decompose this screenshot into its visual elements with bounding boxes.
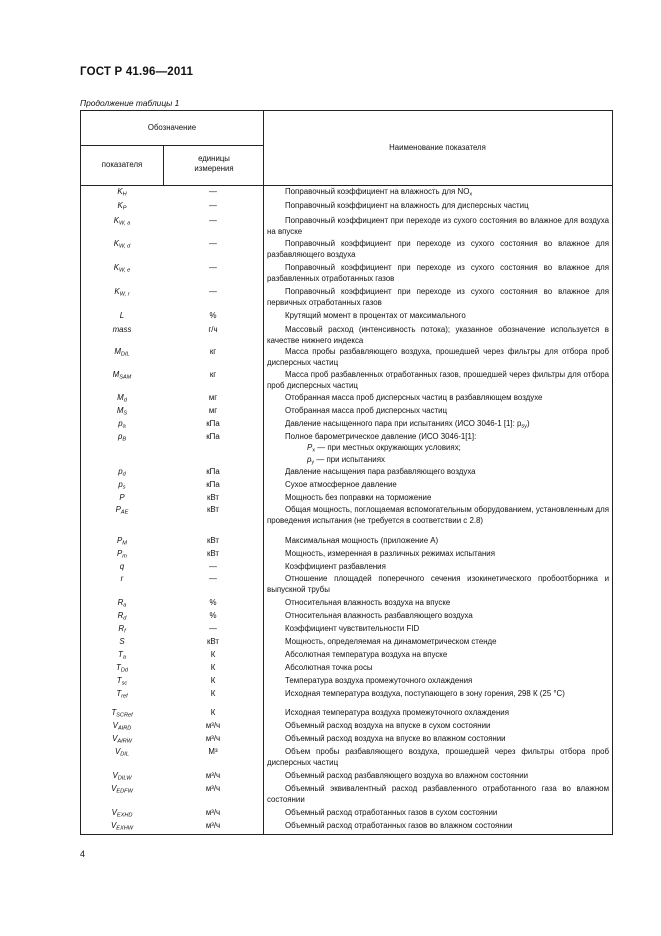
unit-cell: м³/ч bbox=[205, 771, 221, 780]
symbol-cell bbox=[81, 392, 163, 403]
symbol-subscript: m bbox=[122, 553, 127, 560]
symbol-cell bbox=[81, 431, 163, 442]
symbol: K bbox=[113, 216, 119, 225]
subline-subscript: x bbox=[312, 447, 316, 454]
description-cell bbox=[267, 720, 609, 731]
description-cell bbox=[267, 492, 609, 503]
symbol-subscript: EXHW bbox=[116, 825, 134, 832]
symbol: L bbox=[119, 311, 125, 320]
description-cell bbox=[267, 324, 609, 347]
symbol: P bbox=[119, 493, 125, 502]
symbol-cell bbox=[81, 688, 163, 699]
description-text: Мощность, измеренная в различных режимах испытания bbox=[285, 549, 495, 558]
description-text: Поправочный коэффициент при переходе из сухого состояния во влажное для воздуха на впуске bbox=[267, 216, 609, 237]
unit-cell: г/ч bbox=[208, 325, 218, 334]
description-cell bbox=[267, 418, 609, 429]
doc-title: ГОСТ Р 41.96—2011 bbox=[80, 66, 194, 78]
symbol-cell bbox=[81, 636, 163, 647]
description-text: Относительная влажность воздуха на впуске bbox=[285, 598, 451, 607]
unit-cell: м³/ч bbox=[205, 784, 221, 793]
symbol-cell bbox=[81, 720, 163, 731]
table-continuation-caption: Продолжение таблицы 1 bbox=[80, 98, 180, 108]
symbol: K bbox=[114, 287, 120, 296]
symbol-subscript: EXHD bbox=[116, 812, 133, 819]
symbol-cell bbox=[81, 733, 163, 744]
symbol-subscript: ref bbox=[121, 693, 128, 700]
description-text: Абсолютная температура воздуха на впуске bbox=[285, 650, 448, 659]
description-text: Крутящий момент в процентах от максимального bbox=[285, 311, 466, 320]
description-text: Масса проб разбавленных отработанных газов, прошедшей через фильтры для отбора проб дисперсных частиц bbox=[267, 370, 609, 391]
symbol-cell bbox=[81, 310, 163, 321]
description-text: Сухое атмосферное давление bbox=[285, 480, 397, 489]
description-cell bbox=[267, 675, 609, 686]
symbol-subscript: AIRW bbox=[117, 738, 132, 745]
description-cell bbox=[267, 215, 609, 238]
symbol: T bbox=[116, 689, 122, 698]
symbol-cell bbox=[81, 623, 163, 634]
symbol-cell bbox=[81, 324, 163, 335]
symbol: R bbox=[117, 598, 124, 607]
header-units: единицы измерения bbox=[194, 154, 234, 173]
symbol-subscript: DIL bbox=[120, 351, 130, 358]
subline-text: — при испытаниях bbox=[314, 454, 385, 464]
description-cell bbox=[267, 186, 609, 197]
symbol-subscript: d bbox=[123, 397, 127, 404]
symbol: T bbox=[111, 708, 117, 717]
description-cell bbox=[267, 535, 609, 546]
symbol-cell bbox=[81, 466, 163, 477]
unit-cell: К bbox=[210, 650, 216, 659]
subline-text: — при местных окружающих условиях; bbox=[315, 443, 461, 453]
header-designation: Обозначение bbox=[147, 123, 197, 132]
description-text: Объемный расход воздуха на впуске во влажном состоянии bbox=[285, 734, 506, 743]
unit-cell: кВт bbox=[206, 549, 220, 558]
description-text: Относительная влажность разбавляющего воздуха bbox=[285, 611, 473, 620]
symbol-cell bbox=[81, 215, 163, 226]
description-cell bbox=[267, 286, 609, 309]
description-cell bbox=[267, 649, 609, 660]
symbol-subscript: AE bbox=[120, 509, 129, 516]
symbol-cell bbox=[81, 369, 163, 380]
symbol: p bbox=[118, 419, 123, 428]
symbol-cell bbox=[81, 746, 163, 757]
unit-cell: кПа bbox=[206, 480, 220, 489]
description-text: Поправочный коэффициент на влажность для дисперсных частиц bbox=[285, 201, 529, 210]
symbol: R bbox=[118, 624, 125, 633]
symbol-subscript: d bbox=[122, 471, 126, 478]
description-cell bbox=[267, 636, 609, 647]
indicators-table bbox=[80, 110, 613, 835]
symbol-cell bbox=[81, 418, 163, 429]
unit-cell: м³/ч bbox=[205, 734, 221, 743]
description-cell bbox=[267, 200, 609, 211]
symbol-subscript: W, d bbox=[118, 243, 131, 250]
description-text: Отобранная масса проб дисперсных частиц bbox=[285, 406, 448, 415]
unit-cell: кг bbox=[209, 370, 217, 379]
symbol-subscript: W, e bbox=[118, 267, 131, 274]
description-text: Объемный расход разбавляющего воздуха во влажном состоянии bbox=[285, 771, 529, 780]
description-text: Исходная температура воздуха промежуточного охлаждения bbox=[285, 708, 509, 717]
description-text: Давление насыщения пара разбавляющего воздуха bbox=[285, 467, 476, 476]
symbol: P bbox=[117, 536, 123, 545]
description-cell bbox=[267, 746, 609, 769]
symbol-subscript: DILW bbox=[117, 775, 132, 782]
symbol-cell bbox=[81, 597, 163, 608]
unit-cell: кВт bbox=[206, 493, 220, 502]
symbol-cell bbox=[81, 346, 163, 357]
description-text: Давление насыщенного пара при испытаниях (ИСО 3046-1 [1]: p bbox=[285, 419, 522, 428]
symbol-subscript: a bbox=[122, 654, 126, 661]
symbol-cell bbox=[81, 238, 163, 249]
description-cell bbox=[267, 466, 609, 477]
symbol: V bbox=[112, 721, 118, 730]
description-subscript: sy bbox=[521, 423, 527, 430]
unit-cell: — bbox=[209, 239, 217, 248]
description-cell bbox=[267, 479, 609, 490]
symbol-subscript: SCRef bbox=[116, 712, 133, 719]
description-cell bbox=[267, 662, 609, 673]
header-hline-sub bbox=[81, 145, 263, 146]
description-text: Отношение площадей поперечного сечения изокинетического пробоотборника и выпускной трубы bbox=[267, 574, 609, 595]
symbol-subscript: Dd bbox=[120, 667, 128, 674]
description-cell bbox=[267, 820, 609, 831]
unit-cell: кПа bbox=[206, 432, 220, 441]
body-vline bbox=[263, 185, 264, 834]
description-cell bbox=[267, 369, 609, 392]
description-text: Объем пробы разбавляющего воздуха, прошедшей через фильтры отбора проб дисперсных частиц bbox=[267, 747, 609, 768]
unit-cell: % bbox=[209, 611, 217, 620]
symbol-cell bbox=[81, 783, 163, 794]
symbol: p bbox=[118, 467, 123, 476]
description-subline bbox=[267, 454, 609, 465]
symbol: V bbox=[111, 808, 117, 817]
symbol-subscript: S bbox=[123, 410, 128, 417]
description-cell bbox=[267, 346, 609, 369]
symbol-subscript: f bbox=[124, 628, 126, 635]
description-cell bbox=[267, 610, 609, 621]
symbol: T bbox=[118, 650, 123, 659]
symbol: V bbox=[112, 734, 118, 743]
unit-cell: К bbox=[210, 689, 216, 698]
symbol-cell bbox=[81, 649, 163, 660]
unit-cell: кПа bbox=[206, 419, 220, 428]
description-text: Поправочный коэффициент на влажность для NO bbox=[285, 187, 470, 196]
symbol: P bbox=[115, 505, 121, 514]
symbol: V bbox=[110, 821, 117, 830]
symbol-subscript: P bbox=[122, 205, 127, 212]
description-text: Общая мощность, поглощаемая вспомогательным оборудованием, установленным для проведения испытания (не требуется в соответствии с 2.8) bbox=[267, 505, 609, 526]
unit-cell: кВт bbox=[206, 637, 220, 646]
unit-cell: % bbox=[209, 311, 217, 320]
symbol-cell bbox=[81, 548, 163, 559]
symbol-cell bbox=[81, 820, 163, 831]
description-text: Объемный эквивалентный расход разбавленного отработанного газа во влажном состоянии bbox=[267, 784, 609, 805]
unit-cell: м³/ч bbox=[205, 721, 221, 730]
symbol-cell bbox=[81, 573, 163, 584]
symbol: q bbox=[119, 562, 125, 571]
unit-cell: — bbox=[209, 562, 217, 571]
symbol-cell bbox=[81, 610, 163, 621]
unit-cell: кПа bbox=[206, 467, 220, 476]
description-cell bbox=[267, 688, 609, 699]
unit-cell: К bbox=[210, 676, 216, 685]
unit-cell: — bbox=[209, 574, 217, 583]
description-cell bbox=[267, 707, 609, 718]
symbol: M bbox=[112, 370, 120, 379]
symbol: R bbox=[117, 611, 124, 620]
symbol: K bbox=[113, 263, 119, 272]
unit-cell: К bbox=[210, 663, 216, 672]
description-text: Абсолютная точка росы bbox=[285, 663, 373, 672]
symbol-subscript: sc bbox=[121, 680, 128, 687]
description-text: Поправочный коэффициент при переходе из сухого состояния во влажное для разбавляющего воздуха bbox=[267, 239, 609, 260]
unit-cell: — bbox=[209, 216, 217, 225]
description-text: Поправочный коэффициент при переходе из сухого состояния во влажное для первичных отработанных газов bbox=[267, 287, 609, 308]
page-number: 4 bbox=[80, 849, 86, 859]
description-text: Отобранная масса проб дисперсных частиц в разбавляющем воздухе bbox=[285, 393, 543, 402]
description-cell bbox=[267, 597, 609, 608]
symbol-subscript: AIRD bbox=[117, 725, 132, 732]
unit-cell: — bbox=[209, 624, 217, 633]
symbol-subscript: a bbox=[123, 602, 127, 609]
description-tail: ) bbox=[526, 419, 530, 428]
description-text: Коэффициент чувствительности FID bbox=[285, 624, 420, 633]
symbol: p bbox=[118, 480, 123, 489]
unit-cell: — bbox=[209, 263, 217, 272]
description-text: Температура воздуха промежуточного охлаждения bbox=[285, 676, 473, 685]
symbol-cell bbox=[81, 200, 163, 211]
symbol: K bbox=[113, 239, 119, 248]
symbol-cell bbox=[81, 770, 163, 781]
symbol-cell bbox=[81, 186, 163, 197]
symbol: V bbox=[115, 747, 121, 756]
symbol-subscript: W, r bbox=[119, 291, 130, 298]
unit-cell: мг bbox=[208, 406, 218, 415]
subline-subscript: y bbox=[311, 459, 315, 466]
symbol-cell bbox=[81, 561, 163, 572]
description-cell bbox=[267, 548, 609, 559]
description-cell bbox=[267, 733, 609, 744]
unit-cell: кг bbox=[209, 347, 217, 356]
symbol-subscript: EDFW bbox=[116, 788, 133, 795]
description-cell bbox=[267, 623, 609, 634]
description-text: Масса пробы разбавляющего воздуха, прошедшей через фильтры для отбора проб дисперсных частиц bbox=[267, 347, 609, 368]
unit-cell: К bbox=[210, 708, 216, 717]
description-text: Объемный расход отработанных газов во влажном состоянии bbox=[285, 821, 513, 830]
description-text: Мощность, определяемая на динамометрическом стенде bbox=[285, 637, 497, 646]
symbol-cell bbox=[81, 405, 163, 416]
symbol: M bbox=[117, 393, 124, 402]
symbol-subscript: B bbox=[122, 436, 127, 443]
description-text: Поправочный коэффициент при переходе из сухого состояния во влажное для разбавленных отработанных газов bbox=[267, 263, 609, 284]
description-text: Исходная температура воздуха, поступающего в зону горения, 298 К (25 °С) bbox=[285, 689, 565, 698]
symbol-cell bbox=[81, 262, 163, 273]
unit-cell: мг bbox=[208, 393, 218, 402]
unit-cell: м³/ч bbox=[205, 821, 221, 830]
symbol-cell bbox=[81, 504, 163, 515]
header-name: Наименование показателя bbox=[389, 143, 486, 152]
unit-cell: — bbox=[209, 287, 217, 296]
symbol-cell bbox=[81, 479, 163, 490]
description-cell bbox=[267, 573, 609, 596]
symbol: T bbox=[116, 663, 121, 672]
symbol-subscript: d bbox=[123, 615, 127, 622]
symbol-subscript: SAM bbox=[119, 374, 132, 381]
symbol-cell bbox=[81, 707, 163, 718]
subline-symbol: p bbox=[307, 454, 312, 464]
symbol-subscript: H bbox=[122, 191, 127, 198]
unit-cell: % bbox=[209, 598, 217, 607]
unit-cell: кВт bbox=[206, 536, 220, 545]
symbol-subscript: M bbox=[122, 540, 127, 547]
symbol: T bbox=[116, 676, 122, 685]
description-text: Объемный расход отработанных газов в сухом состоянии bbox=[285, 808, 498, 817]
header-indicator: показателя bbox=[101, 160, 143, 169]
symbol: M bbox=[114, 347, 121, 356]
symbol-cell bbox=[81, 286, 163, 297]
symbol-cell bbox=[81, 535, 163, 546]
description-text: Массовый расход (интенсивность потока); указанное обозначение используется в качестве нижнего индекса bbox=[267, 325, 609, 346]
unit-cell: кВт bbox=[206, 505, 220, 514]
description-text: Коэффициент разбавления bbox=[285, 562, 386, 571]
subline-symbol: P bbox=[307, 443, 313, 453]
symbol: V bbox=[112, 771, 118, 780]
description-text: Мощность без поправки на торможение bbox=[285, 493, 432, 502]
symbol: K bbox=[117, 201, 123, 210]
header-vline-sub bbox=[163, 145, 164, 185]
description-cell bbox=[267, 392, 609, 403]
description-text: Полное барометрическое давление (ИСО 3046-1[1]: bbox=[285, 432, 477, 441]
symbol-cell bbox=[81, 662, 163, 673]
description-cell bbox=[267, 783, 609, 806]
symbol-subscript: a bbox=[122, 423, 126, 430]
description-text: Максимальная мощность (приложение А) bbox=[285, 536, 439, 545]
symbol-subscript: W, a bbox=[118, 220, 131, 227]
description-cell bbox=[267, 431, 609, 465]
description-cell bbox=[267, 770, 609, 781]
symbol-subscript: DIL bbox=[120, 751, 129, 758]
unit-cell: М³ bbox=[208, 747, 218, 756]
description-cell bbox=[267, 310, 609, 321]
symbol: P bbox=[117, 549, 123, 558]
symbol-cell bbox=[81, 807, 163, 818]
description-subscript: x bbox=[469, 191, 473, 198]
description-subline bbox=[267, 442, 609, 453]
symbol: r bbox=[120, 574, 124, 583]
description-cell bbox=[267, 807, 609, 818]
description-cell bbox=[267, 405, 609, 416]
symbol: S bbox=[119, 637, 125, 646]
symbol-cell bbox=[81, 492, 163, 503]
description-text: Объемный расход воздуха на впуске в сухом состоянии bbox=[285, 721, 491, 730]
description-cell bbox=[267, 504, 609, 527]
symbol: p bbox=[117, 432, 123, 441]
description-cell bbox=[267, 262, 609, 285]
symbol: V bbox=[111, 784, 117, 793]
unit-cell: — bbox=[209, 201, 217, 210]
description-cell bbox=[267, 238, 609, 261]
description-cell bbox=[267, 561, 609, 572]
symbol-subscript: s bbox=[122, 484, 126, 491]
symbol: mass bbox=[112, 325, 132, 334]
symbol: K bbox=[117, 187, 123, 196]
symbol: M bbox=[116, 406, 124, 415]
unit-cell: — bbox=[209, 187, 217, 196]
unit-cell: м³/ч bbox=[205, 808, 221, 817]
symbol-cell bbox=[81, 675, 163, 686]
